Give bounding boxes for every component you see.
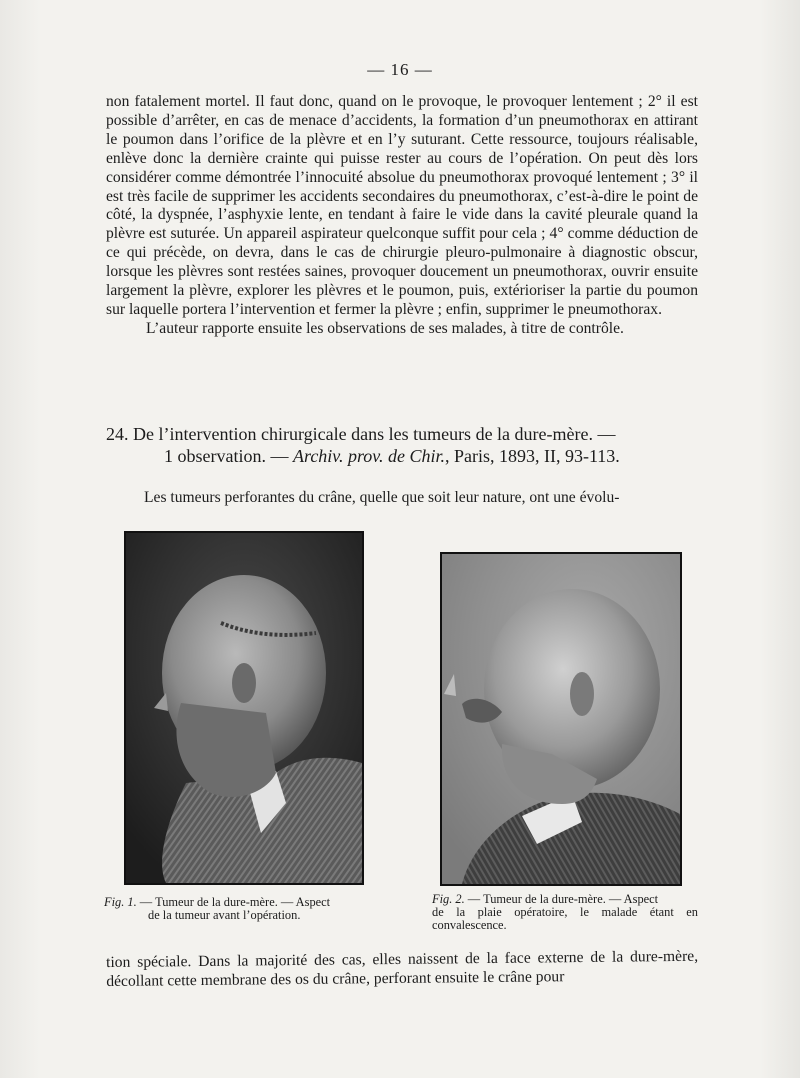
figure-1-label: Fig. 1. [104, 895, 137, 909]
section-intro-text: Les tumeurs perforantes du crâne, quelle que soit leur nature, ont une évolu- [144, 489, 620, 506]
figure-1-caption [104, 896, 390, 922]
section-title-line [106, 423, 698, 445]
section-title: De l’intervention chirurgicale dans les tumeurs de la dure-mère. — [133, 424, 616, 444]
paragraph-observations: L’auteur rapporte ensuite les observations de ses malades, à titre de contrôle. [146, 319, 624, 337]
figure-1-caption-continued: de la tumeur avant l’opération. [148, 908, 301, 922]
paragraph-tumor-description: tion spéciale. Dans la majorité des cas, elles naissent de la face externe de la dure-mère, décollant cette membrane des os du crâne, perforant ensuite le crâne pour [106, 947, 699, 990]
figure-2-caption-text: — Tumeur de la dure-mère. — Aspect [464, 892, 659, 906]
portrait-convalescence [442, 554, 680, 884]
figure-1-photo [124, 531, 364, 885]
figure-2-photo [440, 552, 682, 886]
figure-2-label: Fig. 2. [432, 892, 465, 906]
continued-text-block [106, 93, 698, 339]
section-body-text [106, 948, 698, 991]
observation-count: 1 observation. — [164, 446, 293, 466]
section-citation-line [106, 445, 698, 467]
figure-2-caption [432, 893, 698, 932]
section-number: 24. [106, 424, 129, 444]
figure-1-caption-text: — Tumeur de la dure-mère. — Aspect [136, 895, 331, 909]
page-number: — 16 — [367, 60, 433, 79]
journal-name: Archiv. prov. de Chir. [292, 446, 445, 466]
portrait-before-operation [126, 533, 362, 883]
section-heading [106, 423, 698, 467]
citation-details: , Paris, 1893, II, 93-113. [444, 446, 620, 466]
paragraph-conclusions: non fatalement mortel. Il faut donc, quand on le provoque, le provoquer lentement ; 2° il est possible d’arrêter, en cas de menace d’accidents, la formation d’un pneumothorax en attirant le poumon dans l’orifice de la plèvre et en l’y suturant. Cette ressource, toujours réalisable, enlève donc la dernière crainte qui puisse rester au cours de l’opération. On peut dès lors considérer comme démontrée l’innocuité absolue du pneumothorax provoqué lentement ; 3° il est très facile de supprimer les accidents secondaires du pneumothorax, c’est-à-dire le point de côté, la dyspnée, l’asphyxie lente, en tendant à faire le vide dans la cavité pleurale quand la plèvre est suturée. Un appareil aspirateur quelconque suffit pour cela ; 4° comme déduction de ce qui précède, on devra, dans le cas de chirurgie pleuro-pulmonaire à diagnostic obscur, lorsque les plèvres sont restées saines, provoquer doucement un pneumothorax, ouvrir ensuite largement la plèvre, explorer les plèvres et le poumon, puis, extérioriser la partie du poumon sur laquelle portera l’intervention et fermer la plèvre ; enfin, supprimer le pneumothorax. [106, 93, 698, 318]
figure-2-caption-continued: de la plaie opératoire, le malade étant en convalescence. [432, 905, 698, 932]
